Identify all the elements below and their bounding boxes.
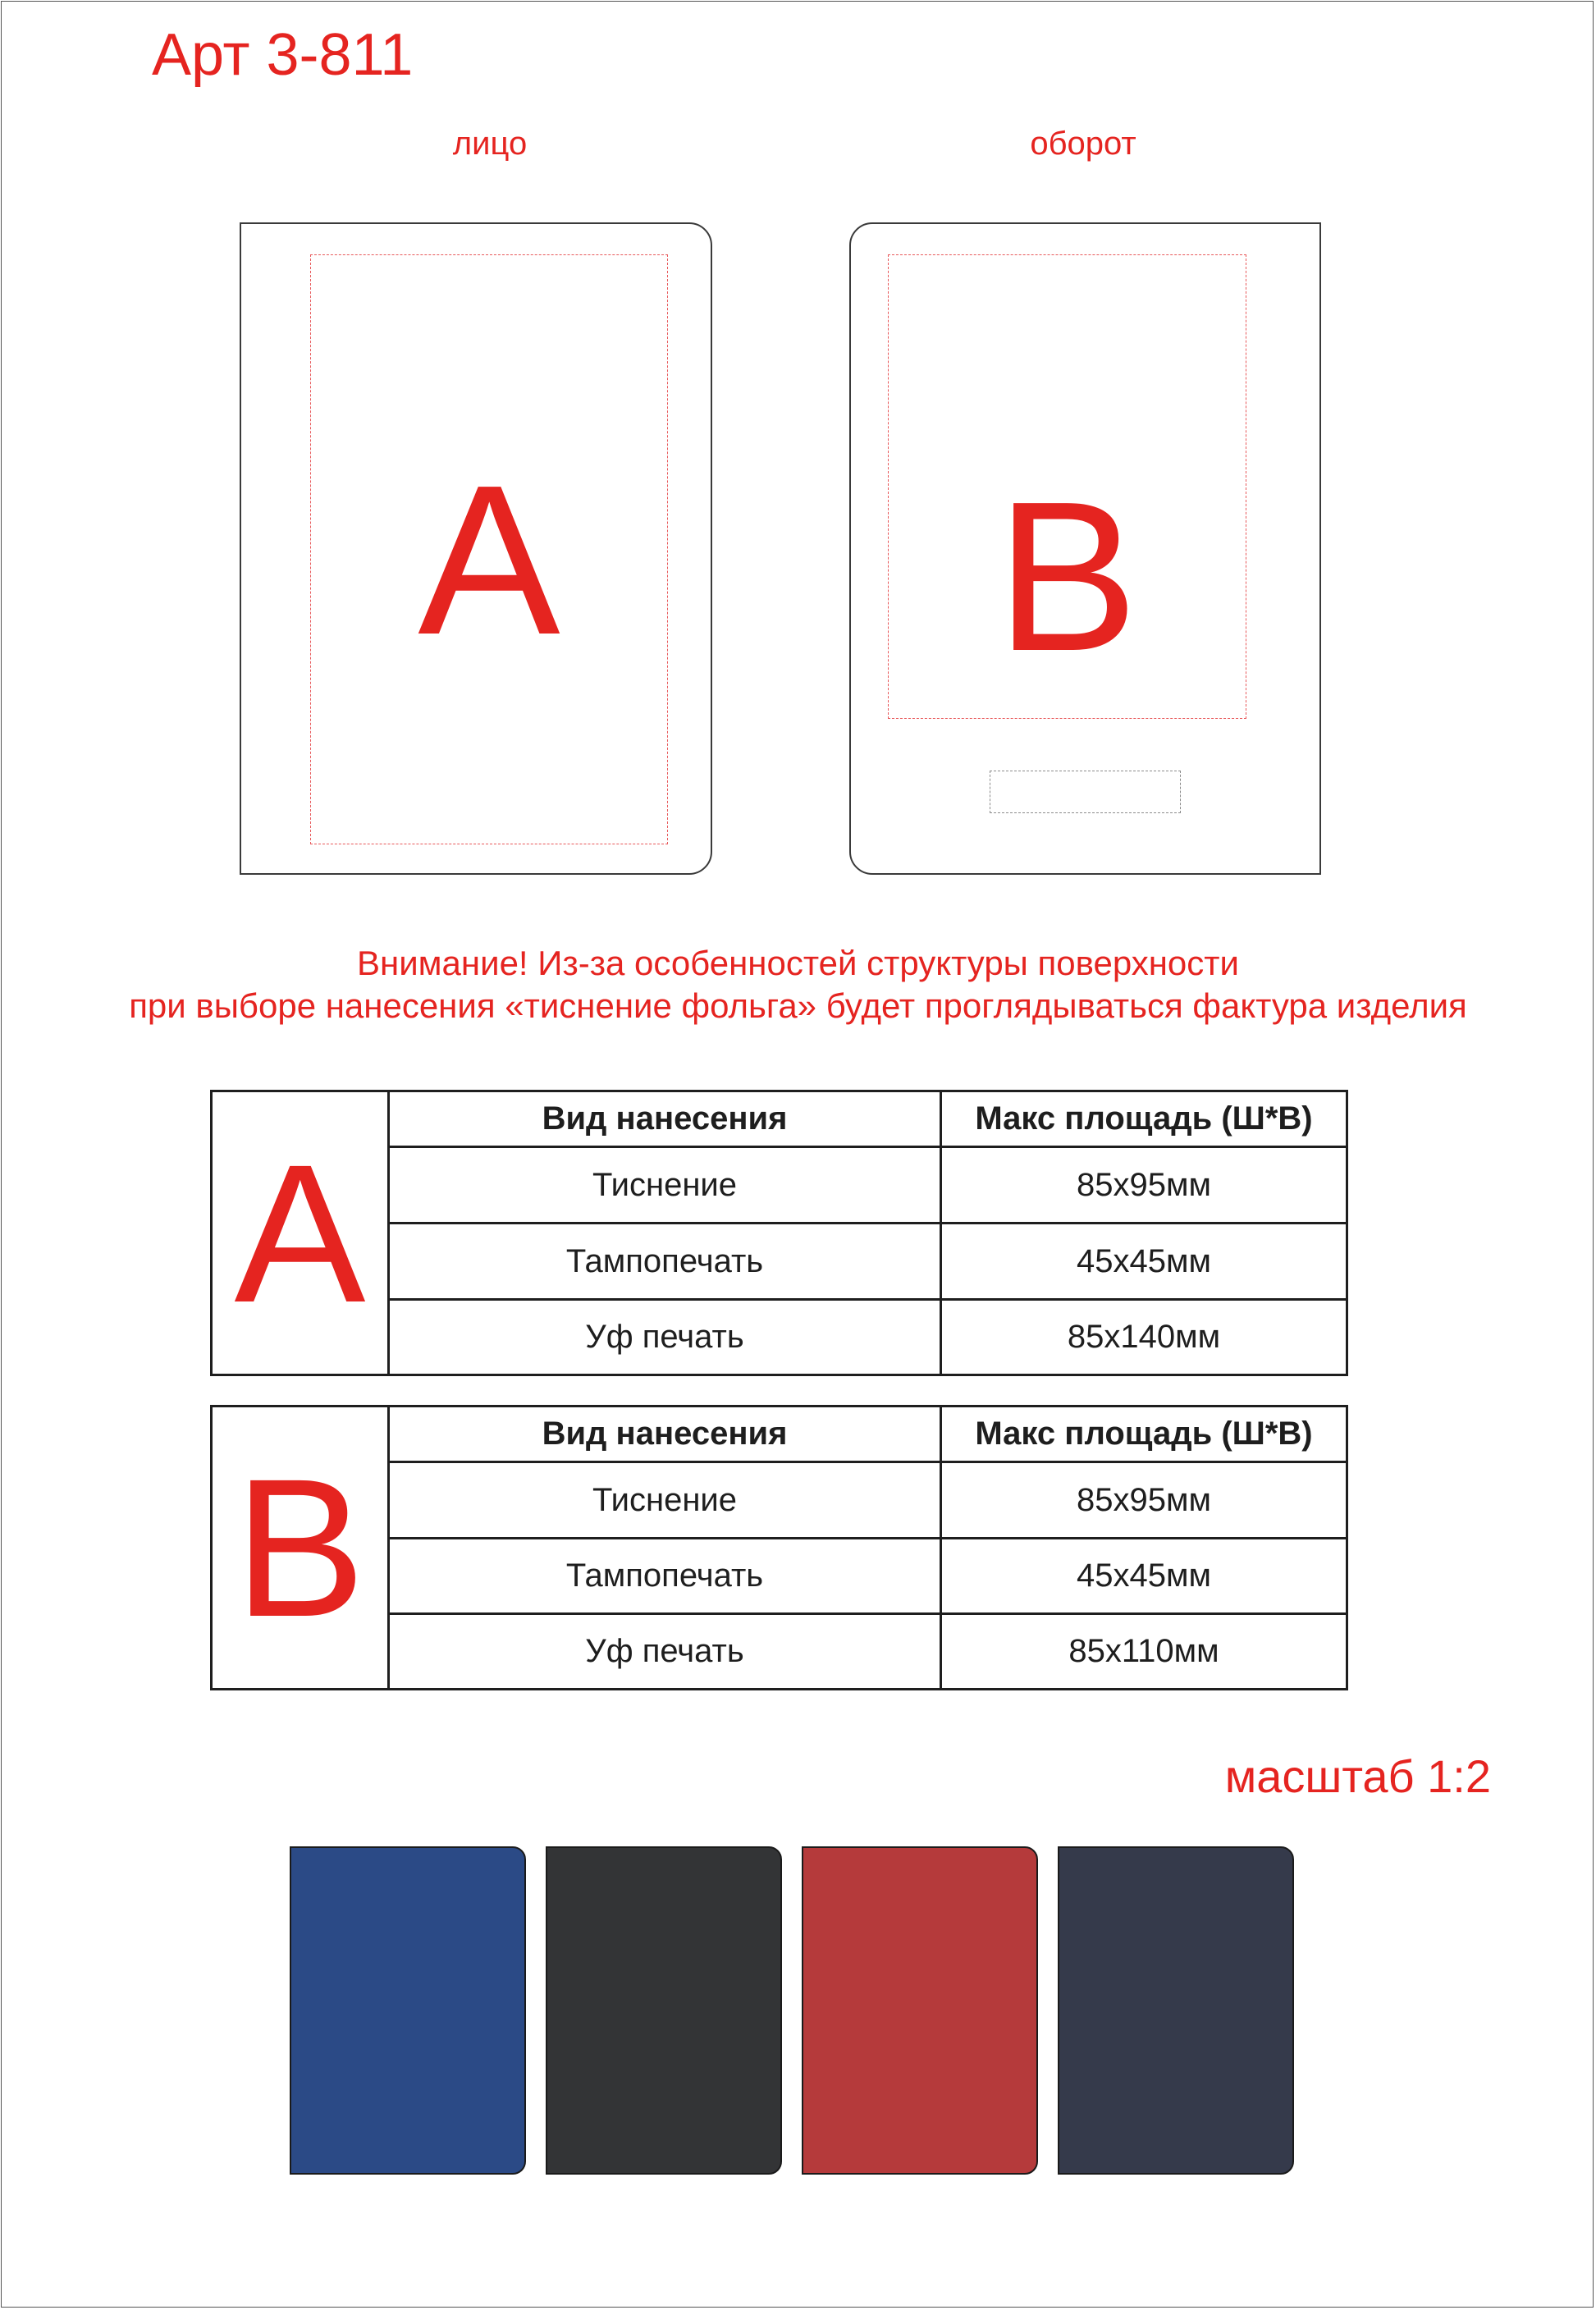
max-area-cell: 85x140мм — [941, 1300, 1347, 1375]
article-title: Арт 3-811 — [152, 22, 414, 88]
method-cell: Тиснение — [389, 1147, 941, 1224]
color-swatch-blue — [290, 1846, 526, 2175]
spec-table-b — [210, 1405, 1348, 1690]
method-cell: Уф печать — [389, 1300, 941, 1375]
max-area-cell: 45x45мм — [941, 1224, 1347, 1300]
front-zone-letter: A — [418, 441, 560, 679]
front-side-label: лицо — [452, 126, 528, 162]
column-header-max-area: Макс площадь (Ш*В) — [941, 1407, 1347, 1462]
column-header-method: Вид нанесения — [389, 1407, 941, 1462]
scale-label: масштаб 1:2 — [1224, 1750, 1491, 1802]
spec-table-a — [210, 1090, 1348, 1376]
max-area-cell: 85x95мм — [941, 1462, 1347, 1539]
back-zone-letter: B — [995, 458, 1139, 696]
max-area-cell: 85x110мм — [941, 1614, 1347, 1690]
max-area-cell: 45x45мм — [941, 1539, 1347, 1614]
column-header-method: Вид нанесения — [389, 1091, 941, 1147]
table-zone-letter: A — [212, 1091, 389, 1375]
method-cell: Тампопечать — [389, 1539, 941, 1614]
max-area-cell: 85x95мм — [941, 1147, 1347, 1224]
notice-line-2: при выборе нанесения «тиснение фольга» будет проглядываться фактура изделия — [129, 986, 1467, 1025]
back-logo-zone — [990, 771, 1181, 813]
color-swatch-black — [546, 1846, 782, 2175]
method-cell: Тиснение — [389, 1462, 941, 1539]
color-swatch-navy — [1058, 1846, 1294, 2175]
back-side-label: оборот — [1030, 126, 1136, 162]
notice-line-1: Внимание! Из-за особенностей структуры поверхности — [357, 944, 1239, 982]
back-cover-outline — [849, 222, 1321, 875]
method-cell: Уф печать — [389, 1614, 941, 1690]
method-cell: Тампопечать — [389, 1224, 941, 1300]
color-swatch-red — [802, 1846, 1038, 2175]
front-cover-outline — [240, 222, 712, 875]
table-zone-letter: B — [212, 1407, 389, 1690]
column-header-max-area: Макс площадь (Ш*В) — [941, 1091, 1347, 1147]
